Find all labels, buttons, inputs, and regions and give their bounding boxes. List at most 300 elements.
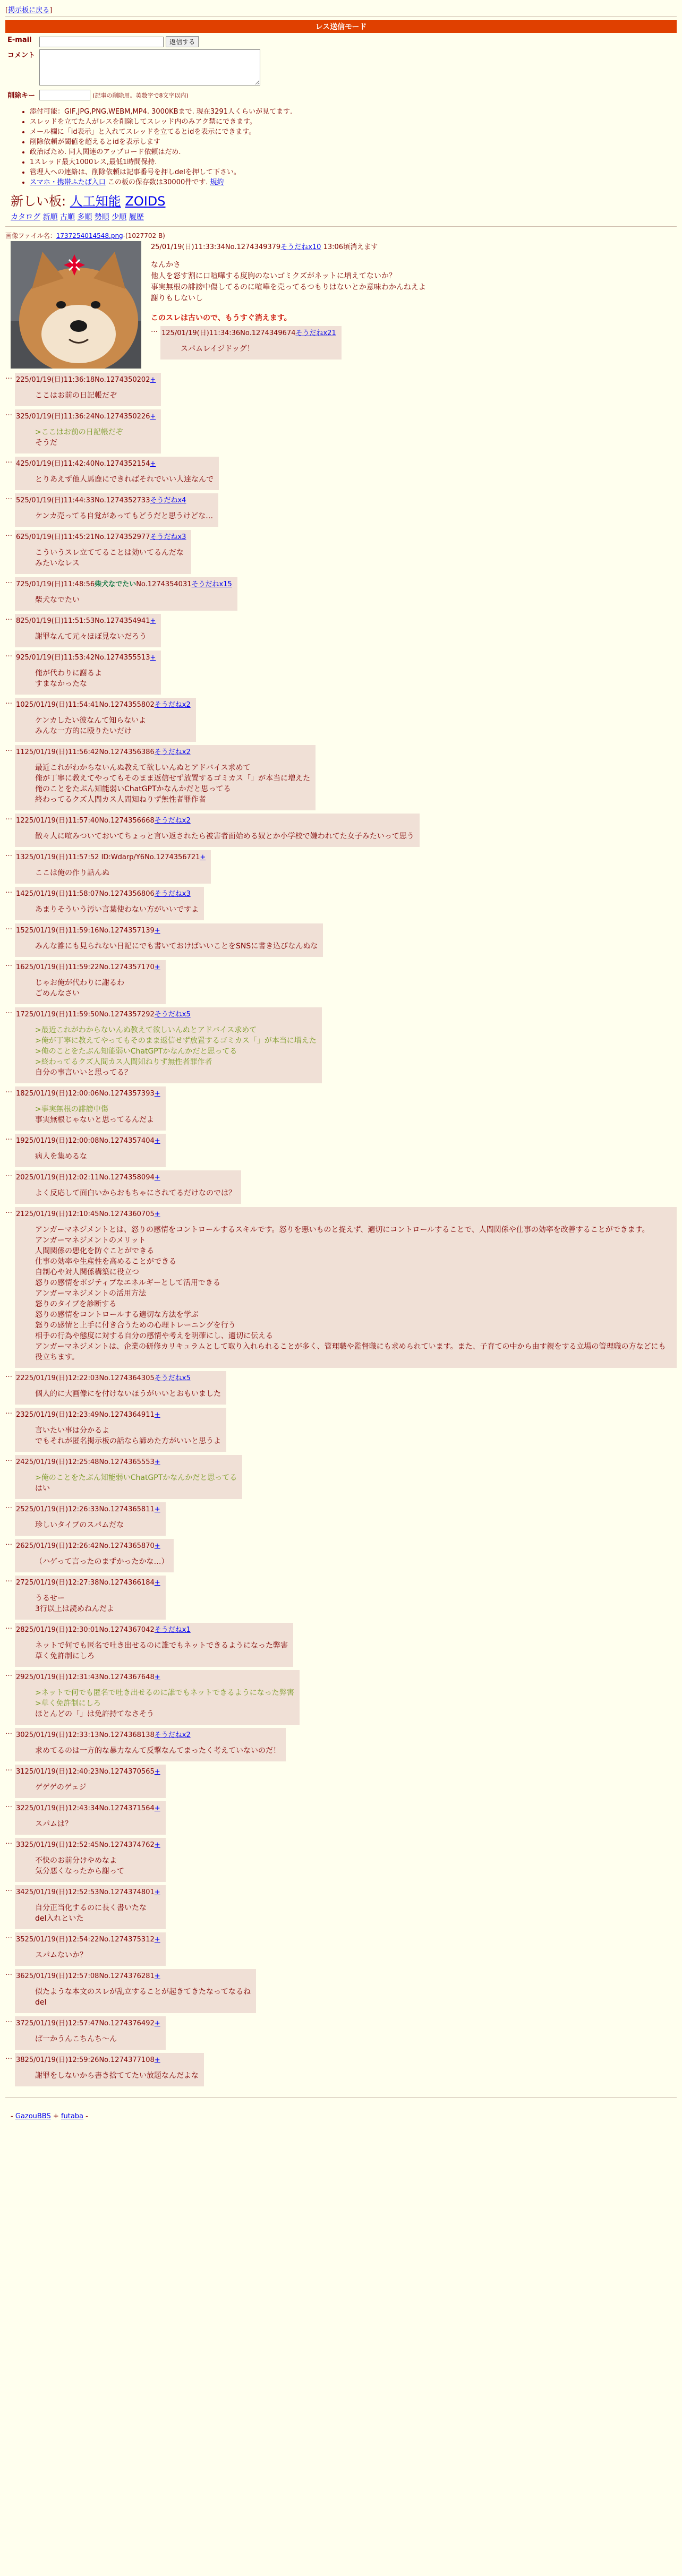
reply-meta: 2925/01/19(日)12:31:43No.1274367648 xyxy=(16,1673,155,1681)
reply-28 xyxy=(5,1623,677,1667)
reply-16 xyxy=(5,960,677,1004)
reply-31 xyxy=(5,1765,677,1798)
reply-meta: 2725/01/19(日)12:27:38No.1274366184 xyxy=(16,1579,155,1587)
quote-line: >終わってるクズ人間カス人間知ねりず無性者罪作者 xyxy=(35,1058,212,1066)
reply-meta: 725/01/19(日)11:48:56 xyxy=(16,580,95,588)
reply-line: 俺が代わりに謝るよ xyxy=(35,669,102,678)
reply-line: アンガーマネジメントの活用方法 xyxy=(35,1289,147,1298)
reply-line: スパムないか？ xyxy=(35,1951,87,1959)
reply-meta: 2825/01/19(日)12:30:01No.1274367042 xyxy=(16,1626,155,1634)
sodane-button[interactable]: + xyxy=(150,376,156,384)
footer-separator: + xyxy=(50,2112,61,2120)
reply-6 xyxy=(5,530,677,574)
catalog-link[interactable]: カタログ xyxy=(11,213,40,221)
sodane-button[interactable]: そうだねx21 xyxy=(295,329,336,337)
reply-box xyxy=(15,530,191,574)
reply-dots: … xyxy=(5,1134,12,1142)
reply-17 xyxy=(5,1007,677,1083)
mobile-entry-link[interactable]: スマホ・携帯ふたば入口 xyxy=(30,178,106,186)
reply-line: 相手の行為や態度に対する自分の感情や考えを明確にし、適切に伝える xyxy=(35,1332,273,1340)
reply-29 xyxy=(5,1670,677,1725)
reply-dots: … xyxy=(5,1408,12,1416)
reply-box xyxy=(15,1371,226,1405)
reply-box xyxy=(15,2053,204,2086)
reply-5 xyxy=(5,493,677,527)
reply-dots: … xyxy=(5,850,12,858)
reply-meta: 2425/01/19(日)12:25:48No.1274365553 xyxy=(16,1458,155,1466)
delete-key-field[interactable] xyxy=(39,90,90,100)
reply-text xyxy=(35,595,232,605)
reply-box xyxy=(15,1134,166,1167)
sodane-button[interactable]: + xyxy=(154,1458,160,1466)
reply-text xyxy=(35,1025,317,1078)
reply-text xyxy=(35,763,310,805)
reply-line: ぱ一かうんこちんち～ん xyxy=(35,2035,117,2043)
sodane-button[interactable]: そうだねx2 xyxy=(154,701,191,709)
reply-20 xyxy=(5,1170,677,1204)
sodane-button[interactable]: + xyxy=(154,1210,160,1218)
reply-text xyxy=(35,1987,251,2008)
reply-meta: 1825/01/19(日)12:00:06No.1274357393 xyxy=(16,1090,155,1098)
reply-dots: … xyxy=(5,457,12,465)
op-line: 事実無根の誹謗中傷してるのに喧嘩を売ってるつもりはないとか意味わかんねえよ xyxy=(151,283,426,292)
reply-box xyxy=(15,457,219,490)
reply-25 xyxy=(5,1502,677,1536)
reply-text xyxy=(35,427,156,448)
sodane-button[interactable]: + xyxy=(154,1579,160,1587)
terms-link[interactable]: 規約 xyxy=(210,178,224,186)
reply-text: スパムレイジドッグ！ xyxy=(181,345,254,353)
reply-dots: … xyxy=(5,814,12,821)
reply-text xyxy=(35,1855,160,1877)
reply-37 xyxy=(5,2016,677,2050)
quote-line: >草く免許制にしろ xyxy=(35,1699,101,1708)
mode-title: レス送信モード xyxy=(5,20,677,33)
reply-line: ケンカしたい彼なんて知らないよ xyxy=(35,716,147,725)
reply-dots: … xyxy=(5,1539,12,1547)
reply-dots: … xyxy=(5,577,12,585)
reply-text xyxy=(35,904,199,915)
reply-box xyxy=(15,1932,166,1966)
reply-line: 怒りの感情をコントロールする適切な方法を学ぶ xyxy=(35,1311,199,1319)
sodane-button[interactable]: そうだねx10 xyxy=(280,243,321,251)
reply-meta: 525/01/19(日)11:44:33No.1274352733 xyxy=(16,497,150,504)
sodane-button[interactable]: そうだねx2 xyxy=(154,748,191,756)
reply-line: アンガーマネジメントのメリット xyxy=(35,1236,146,1245)
reply-dots: … xyxy=(5,1576,12,1584)
sodane-button[interactable]: + xyxy=(154,1972,160,1980)
reply-box xyxy=(15,745,316,810)
reply-line: よく反応して面白いからおもちゃにされてるだけなのでは？ xyxy=(35,1189,236,1197)
reply-38 xyxy=(5,2053,677,2086)
futaba-link[interactable]: futaba xyxy=(61,2112,84,2120)
reply-meta: 3225/01/19(日)12:43:34No.1274371564 xyxy=(16,1804,155,1812)
reply-24 xyxy=(5,1455,677,1499)
sodane-button[interactable]: + xyxy=(154,927,160,935)
reply-text xyxy=(35,474,214,485)
reply-box xyxy=(15,1207,677,1368)
reply-19 xyxy=(5,1134,677,1167)
reply-dots: … xyxy=(5,1885,12,1893)
reply-text xyxy=(35,511,213,521)
reply-meta: 1025/01/19(日)11:54:41No.1274355802 xyxy=(16,701,155,709)
reply-line: はい xyxy=(35,1484,50,1493)
reply-text xyxy=(35,1520,160,1530)
reply-dots: … xyxy=(5,887,12,895)
reply-line: とりあえず他人馬鹿にできればそれでいい人達なんで xyxy=(35,475,214,484)
sodane-button[interactable]: + xyxy=(154,1936,160,1944)
reply-meta: 925/01/19(日)11:53:42No.1274355513 xyxy=(16,654,150,662)
reply-dots: … xyxy=(5,745,12,753)
reply-meta: 3325/01/19(日)12:52:45No.1274374762 xyxy=(16,1841,155,1849)
delete-key-note: (記事の削除用。英数字で8文字以内) xyxy=(92,92,189,99)
expiry-warning: このスレは古いので、もうすぐ消えます。 xyxy=(151,314,292,322)
sodane-button[interactable]: + xyxy=(154,1888,160,1896)
reply-21 xyxy=(5,1207,677,1368)
reply-line: ごめんなさい xyxy=(35,989,80,998)
reply-line: 個人的に大画像にを付けないほうがいいとおもいました xyxy=(35,1390,221,1398)
reply-line: 最近これがわからないんぬ教えて欲しいんぬとアドバイス求めて xyxy=(35,764,251,772)
reply-meta: 3025/01/19(日)12:33:13No.1274368138 xyxy=(16,1731,155,1739)
reply-line: あまりそういう汚い言葉使わない方がいいですよ xyxy=(35,905,199,914)
sodane-button[interactable]: + xyxy=(154,1137,160,1145)
sodane-button[interactable]: + xyxy=(154,1841,160,1849)
reply-11 xyxy=(5,745,677,810)
sodane-button[interactable]: + xyxy=(154,1768,160,1776)
sodane-button[interactable]: + xyxy=(154,1673,160,1681)
reply-line: アンガーマネジメントは、企業の研修カリキュラムとして取り入れられることが多く、管理職や監督職にも求められています。また、子育ての中から由す親をする立場の管理職の方などにも役立ちます。 xyxy=(35,1342,666,1362)
sodane-button[interactable]: そうだねx15 xyxy=(191,580,232,588)
note-item: • メール欄に「id表示」と入れてスレッドを立てるとidを表示にできます。 xyxy=(30,127,677,137)
sodane-button[interactable]: + xyxy=(150,617,156,625)
reply-box xyxy=(15,960,166,1004)
reply-dots: … xyxy=(5,1838,12,1846)
reply-meta: 325/01/19(日)11:36:24No.1274350226 xyxy=(16,413,150,421)
reply-text xyxy=(35,1188,236,1199)
reply-32 xyxy=(5,1801,677,1835)
reply-dots: … xyxy=(5,960,12,968)
reply-line: ネットで何でも匿名で吐き出せるのに誰でもネットできるようになった弊害 xyxy=(35,1641,288,1650)
reply-text xyxy=(35,715,191,737)
reply-line: ケンカ売ってる自覚があってもどうだと思うけどな… xyxy=(35,512,214,520)
sodane-button[interactable]: そうだねx3 xyxy=(154,890,191,898)
reply-text xyxy=(35,2034,160,2044)
reply-13 xyxy=(5,850,677,884)
sodane-button[interactable]: + xyxy=(154,2019,160,2027)
reply-9 xyxy=(5,651,677,695)
reply-line: 怒りのタイプを診断する xyxy=(35,1300,117,1308)
reply-dots: … xyxy=(5,651,12,658)
reply-line: ほとんどの「」は免許持てなさそう xyxy=(35,1710,154,1718)
reply-box xyxy=(15,850,211,884)
reply-35 xyxy=(5,1932,677,1966)
reply-meta: 3625/01/19(日)12:57:08No.1274376281 xyxy=(16,1972,155,1980)
reply-box xyxy=(15,2016,166,2050)
reply-meta: 1325/01/19(日)11:57:52 ID:Wdarp/Y6No.1274356721 xyxy=(16,853,200,861)
reply-meta: 2225/01/19(日)12:22:03No.1274364305 xyxy=(16,1374,155,1382)
divider xyxy=(5,2097,677,2098)
reply-line: 怒りの感情と上手に付き合うための心理トレーニングを行う xyxy=(35,1321,236,1330)
reply-line: 気分悪くなったから謝って xyxy=(35,1867,124,1876)
sort-new-link[interactable]: 新順 xyxy=(42,213,58,221)
reply-meta: 3425/01/19(日)12:52:53No.1274374801 xyxy=(16,1888,155,1896)
reply-dots: … xyxy=(5,1086,12,1094)
reply-dots: … xyxy=(5,1670,12,1678)
reply-4 xyxy=(5,457,677,490)
reply-dots: … xyxy=(5,1765,12,1773)
reply-dots: … xyxy=(5,1502,12,1510)
reply-line: 言いたい事は分かるよ xyxy=(35,1426,109,1435)
reply-14 xyxy=(5,887,677,920)
op-image[interactable] xyxy=(11,241,141,369)
reply-form xyxy=(5,35,262,101)
sort-momentum-link[interactable]: 勢順 xyxy=(94,213,109,221)
reply-box xyxy=(15,1969,256,2013)
op-line: 謝りもしないし xyxy=(151,294,203,303)
reply-box xyxy=(15,923,323,957)
reply-box xyxy=(160,326,342,360)
sodane-button[interactable]: + xyxy=(154,1542,160,1550)
reply-dots: … xyxy=(5,1728,12,1736)
reply-box xyxy=(15,493,218,527)
reply-meta: 3525/01/19(日)12:54:22No.1274375312 xyxy=(16,1936,155,1944)
reply-3 xyxy=(5,409,677,453)
history-link[interactable]: 履歴 xyxy=(129,213,144,221)
reply-box xyxy=(15,1455,242,1499)
reply-text xyxy=(35,1104,160,1125)
op-line: 他人を怒す割に口喧嘩する度胸のないゴミクズがネットに増えてないか？ xyxy=(151,272,396,280)
op-file-size: -(1027702 B) xyxy=(123,232,165,239)
note-item: • 1スレッド最大1000レス,最低1時間保持. xyxy=(30,157,677,167)
reply-line: 散々人に喧みついておいてちょっと言い返されたら被害者面始める奴とか小学校で嫌われてた女子みたいって思う xyxy=(35,832,414,841)
reply-line: みんな誰にも見られない日記にでも書いておけばいいことをSNSに書き込びなんぬな xyxy=(35,942,318,951)
reply-meta: 2125/01/19(日)12:10:45No.1274360705 xyxy=(16,1210,155,1218)
reply-meta: 1125/01/19(日)11:56:42No.1274356386 xyxy=(16,748,155,756)
reply-meta: 125/01/19(日)11:34:36No.1274349674 xyxy=(161,329,296,337)
quote-line: >事実無根の誹謗中傷 xyxy=(35,1105,108,1114)
reply-text xyxy=(35,390,156,401)
reply-meta: 2325/01/19(日)12:23:49No.1274364911 xyxy=(16,1411,155,1419)
reply-text xyxy=(35,831,414,842)
reply-box xyxy=(15,1539,174,1572)
op-post-meta: 25/01/19(日)11:33:34No.1274349379 xyxy=(151,243,281,251)
reply-line: 草く免許制にしろ xyxy=(35,1652,95,1661)
reply-line: 自制心や対人関係構築に役立つ xyxy=(35,1268,139,1277)
reply-line: del xyxy=(35,1998,47,2007)
reply-line: 事実無根じゃないと思ってるんだよ xyxy=(35,1116,154,1124)
sodane-button[interactable]: + xyxy=(150,413,156,421)
note-item: • 政治ばため. 同人関連のアップロード依頼はだめ. xyxy=(30,147,677,157)
reply-meta: 625/01/19(日)11:45:21No.1274352977 xyxy=(16,533,150,541)
reply-box xyxy=(15,1670,300,1725)
reply-dots: … xyxy=(5,1623,12,1631)
quote-line: >ネットで何でも匿名で吐き出せるのに誰でもネットできるようになった弊害 xyxy=(35,1689,294,1697)
reply-dots: … xyxy=(5,493,12,501)
reply-23 xyxy=(5,1408,677,1452)
reply-line: 自分正当化するのに長く書いたな xyxy=(35,1904,147,1912)
note-item: • 削除依頼が閾値を超えるとidを表示します xyxy=(30,137,677,147)
expire-time: 13:06頃消えます xyxy=(323,243,378,251)
reply-33 xyxy=(5,1838,677,1882)
reply-box xyxy=(15,1728,286,1761)
reply-box xyxy=(15,373,161,406)
sodane-button[interactable]: + xyxy=(150,460,156,468)
sodane-button[interactable]: そうだねx2 xyxy=(154,817,191,825)
footer: - GazouBBS + futaba - xyxy=(11,2112,88,2120)
reply-text xyxy=(35,2070,199,2081)
sodane-button[interactable]: + xyxy=(154,1505,160,1513)
reply-line: こういうスレ立ててることは効いてるんだな xyxy=(35,549,184,557)
reply-dots: … xyxy=(5,1371,12,1379)
reply-dots: … xyxy=(5,1455,12,1463)
reply-box xyxy=(15,1086,166,1131)
angry-shiba-image xyxy=(11,241,141,369)
reply-line: みんな一方的に殴りたいだけ xyxy=(35,727,132,735)
op-file-info xyxy=(5,231,677,240)
reply-line: すまなかったな xyxy=(35,680,87,688)
reply-line: みたいなレス xyxy=(35,559,80,568)
divider xyxy=(5,16,677,17)
op-image-filename-link[interactable]: 1737254014548.png xyxy=(56,232,123,239)
quote-line: >最近これがわからないんぬ教えて欲しいんぬとアドバイス求めて xyxy=(35,1026,257,1034)
comment-field[interactable] xyxy=(39,49,260,85)
reply-meta: 2025/01/19(日)12:02:11No.1274358094 xyxy=(16,1174,155,1182)
quote-line: >俺のことをたぶん知能弱いChatGPTかなんかだと思ってる xyxy=(35,1474,237,1482)
reply-text xyxy=(35,1151,160,1162)
reply-line: 不快のお前分けやめなよ xyxy=(35,1856,117,1865)
reply-text xyxy=(35,1473,237,1494)
sodane-button[interactable]: + xyxy=(154,1174,160,1182)
sodane-button[interactable]: そうだねx1 xyxy=(154,1626,191,1634)
reply-box xyxy=(15,614,161,647)
divider xyxy=(5,226,677,227)
sodane-button[interactable]: + xyxy=(154,1090,160,1098)
sodane-button[interactable]: + xyxy=(154,963,160,971)
reply-line: 求めてるのは一方的な暴力なんて反撃なんてまったく考えていないのだ！ xyxy=(35,1747,280,1755)
back-to-board-link[interactable]: 掲示板に戻る xyxy=(8,6,50,14)
reply-line: 3行以上は読めねんだよ xyxy=(35,1605,114,1613)
reply-dots: … xyxy=(5,2016,12,2024)
reply-line: じゃお俺が代わりに謝るわ xyxy=(35,979,124,987)
sort-many-link[interactable]: 多順 xyxy=(77,213,92,221)
reply-box xyxy=(15,1801,166,1835)
quote-line: >俺のことをたぶん知能弱いChatGPTかなんかだと思ってる xyxy=(35,1047,237,1056)
sodane-button[interactable]: + xyxy=(154,2056,160,2064)
sodane-button[interactable]: そうだねx2 xyxy=(154,1731,191,1739)
sodane-button[interactable]: + xyxy=(154,1411,160,1419)
reply-line: 怒りの感情をポジティブなエネルギーとして活用できる xyxy=(35,1279,220,1287)
reply-line: 柴犬なでたい xyxy=(35,596,80,604)
reply-meta: 1725/01/19(日)11:59:50No.1274357292 xyxy=(16,1011,155,1019)
reply-box xyxy=(15,1007,322,1083)
reply-8 xyxy=(5,614,677,647)
sodane-button[interactable]: そうだねx4 xyxy=(150,497,186,504)
reply-text xyxy=(35,1903,160,1924)
reply-text xyxy=(35,1225,671,1363)
reply-dots: … xyxy=(5,698,12,706)
reply-26 xyxy=(5,1539,677,1572)
board-link-zoids[interactable]: ZOIDS xyxy=(125,194,166,209)
top-nav: [掲示板に戻る] xyxy=(5,6,53,14)
file-label: 画像ファイル名： xyxy=(5,232,56,239)
reply-meta: 1525/01/19(日)11:59:16No.1274357139 xyxy=(16,927,155,935)
reply-line: 似たような本文のスレが乱立することが起きてきたなってなるね xyxy=(35,1988,251,1996)
reply-meta: 2525/01/19(日)12:26:33No.1274365811 xyxy=(16,1505,155,1513)
reply-box xyxy=(15,1885,166,1929)
reply-box xyxy=(15,577,237,611)
reply-line: うるせー xyxy=(35,1594,65,1603)
reply-text xyxy=(35,547,186,569)
reply-text xyxy=(35,631,156,642)
reply-18 xyxy=(5,1086,677,1131)
reply-box xyxy=(15,651,161,695)
reply-text xyxy=(35,1556,168,1567)
reply-12 xyxy=(5,814,677,847)
reply-text xyxy=(35,978,160,999)
reply-meta: 3725/01/19(日)12:57:47No.1274376492 xyxy=(16,2019,155,2027)
submit-reply-button[interactable]: 返信する xyxy=(166,36,199,47)
reply-meta: 1625/01/19(日)11:59:22No.1274357170 xyxy=(16,963,155,971)
reply-box xyxy=(15,1170,241,1204)
reply-line: 俺が丁寧に教えてやってもそのまま返信せず放置するゴミカス「」が本当に増えた xyxy=(35,774,310,783)
sodane-button[interactable]: + xyxy=(154,1804,160,1812)
sodane-button[interactable]: そうだねx5 xyxy=(154,1011,191,1019)
sort-old-link[interactable]: 古順 xyxy=(59,213,75,221)
reply-dots: … xyxy=(151,326,158,334)
reply-text xyxy=(35,1688,294,1719)
delete-key-label: 削除キー xyxy=(7,92,36,100)
reply-dots: … xyxy=(5,1007,12,1015)
reply-line: でもそれが匿名掲示板の話なら諦めた方がいいと思うよ xyxy=(35,1437,221,1445)
archive-count-text: この板の保存数は30000件です. xyxy=(107,178,208,186)
sort-few-link[interactable]: 少順 xyxy=(112,213,127,221)
board-link-ai[interactable]: 人工知能 xyxy=(70,194,121,209)
reply-line: 俺のことをたぶん知能弱いChatGPTかなんかだと思ってる xyxy=(35,785,231,793)
reply-meta: 425/01/19(日)11:42:40No.1274352154 xyxy=(16,460,150,468)
reply-text xyxy=(35,1425,221,1447)
note-item: • 添付可能：GIF,JPG,PNG,WEBM,MP4. 3000KBまで. 現在3291人くらいが見てます. xyxy=(30,107,677,117)
gazoubbs-link[interactable]: GazouBBS xyxy=(15,2112,51,2120)
reply-line: そうだ xyxy=(35,439,57,447)
reply-1 xyxy=(151,326,677,360)
reply-text xyxy=(35,1950,160,1961)
sodane-button[interactable]: そうだねx5 xyxy=(154,1374,191,1382)
reply-dots: … xyxy=(5,923,12,931)
reply-line: 病人を集めるな xyxy=(35,1152,87,1161)
reply-meta: 1425/01/19(日)11:58:07No.1274356806 xyxy=(16,890,155,898)
reply-line: del入れといた xyxy=(35,1914,84,1923)
sodane-button[interactable]: そうだねx3 xyxy=(150,533,186,541)
reply-line: 自分の事言いいと思ってる？ xyxy=(35,1068,132,1077)
reply-22 xyxy=(5,1371,677,1405)
reply-box xyxy=(15,1408,226,1452)
reply-meta: 225/01/19(日)11:36:18No.1274350202 xyxy=(16,376,150,384)
sodane-button[interactable]: + xyxy=(150,654,156,662)
sodane-button[interactable]: + xyxy=(200,853,206,861)
reply-line: ここはお前の日記帳だぞ xyxy=(35,391,117,400)
reply-10 xyxy=(5,698,677,742)
op-line: なんかさ xyxy=(151,261,181,269)
reply-box xyxy=(15,698,196,742)
reply-dots: … xyxy=(5,614,12,622)
reply-meta: 2625/01/19(日)12:26:42No.1274365870 xyxy=(16,1542,155,1550)
reply-text xyxy=(35,668,156,689)
reply-meta: 1225/01/19(日)11:57:40No.1274356668 xyxy=(16,817,155,825)
reply-15 xyxy=(5,923,677,957)
reply-box xyxy=(15,1765,166,1798)
comment-label: コメント xyxy=(7,52,36,59)
email-field[interactable] xyxy=(39,37,164,47)
